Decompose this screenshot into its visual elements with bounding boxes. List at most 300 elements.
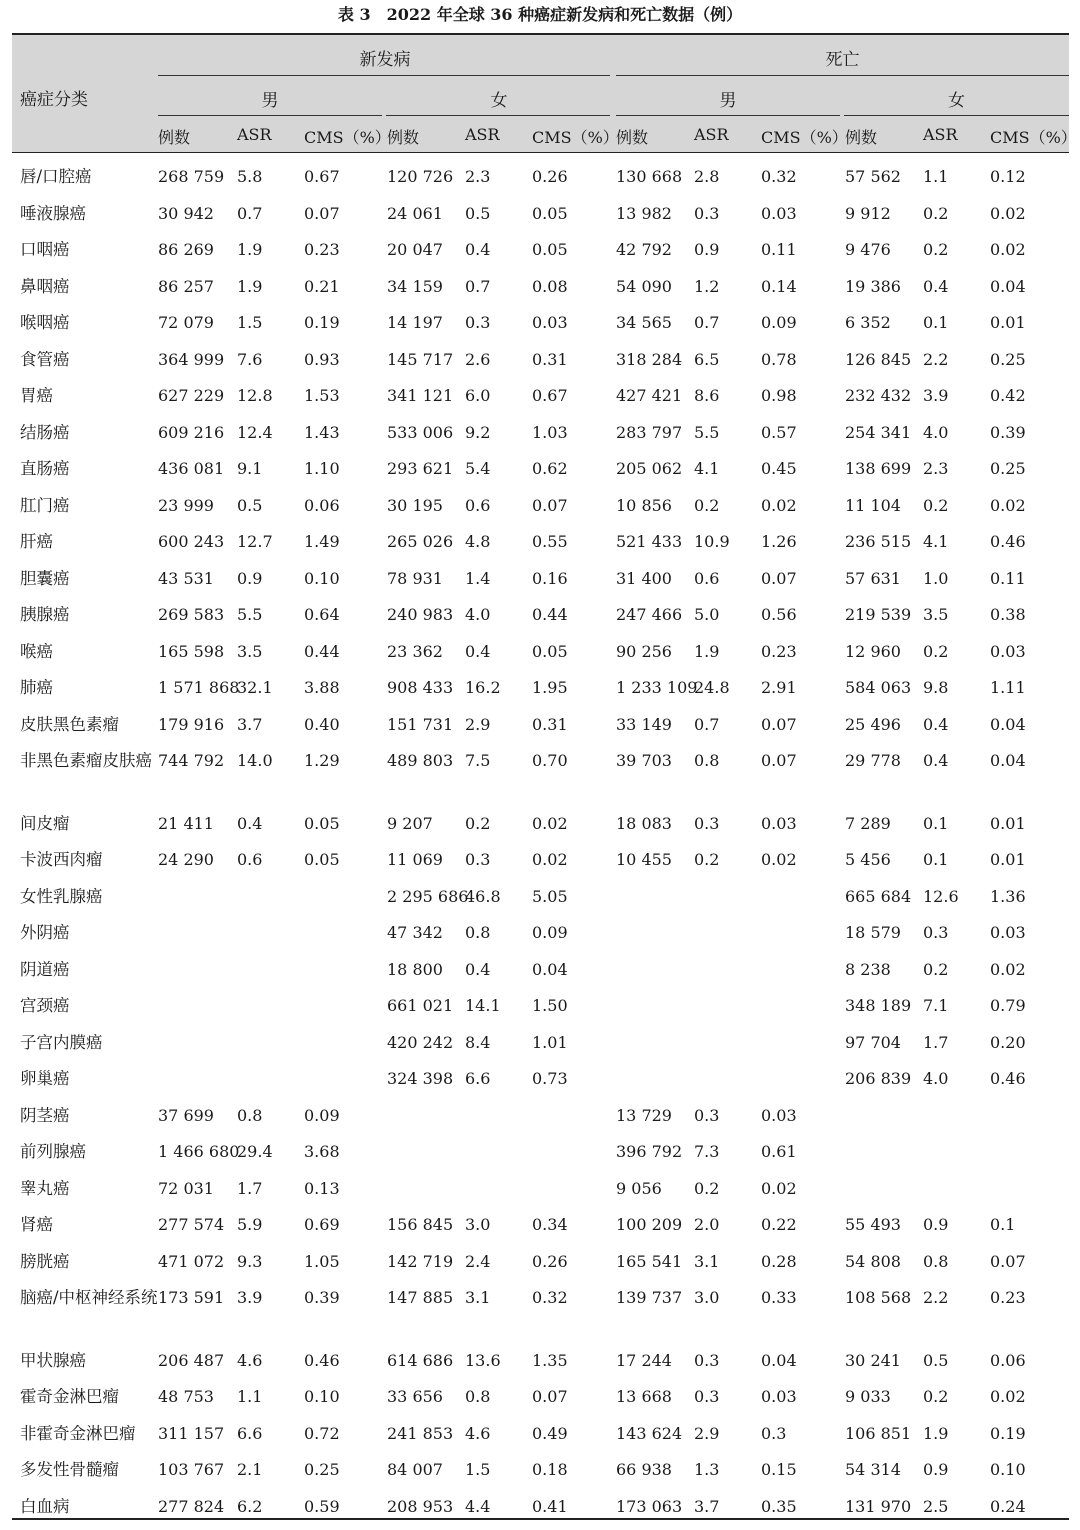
table-cell: 0.04 <box>990 276 1026 296</box>
table-cell: 4.0 <box>465 605 491 624</box>
table-cell: 0.23 <box>761 641 797 661</box>
table-cell: 0.07 <box>990 1251 1026 1271</box>
table-cell: 0.23 <box>990 1288 1026 1307</box>
table-cell: 0.02 <box>532 813 568 833</box>
table-cell: 0.42 <box>990 386 1026 405</box>
table-cell: 293 621 <box>387 459 454 478</box>
table-cell: 1.5 <box>237 313 263 332</box>
row-label: 多发性骨髓瘤 <box>20 1460 119 1479</box>
table-cell: 0.7 <box>694 714 720 734</box>
row-label: 子宫内膜癌 <box>20 1032 103 1052</box>
table-cell: 0.67 <box>532 386 568 405</box>
table-cell: 3.0 <box>465 1215 491 1234</box>
table-cell: 2.3 <box>923 459 949 478</box>
table-cell: 0.02 <box>990 240 1026 259</box>
table-cell: 0.07 <box>532 1387 568 1406</box>
table-cell: 21 411 <box>158 813 214 833</box>
table-cell: 0.26 <box>532 167 568 186</box>
table-cell: 145 717 <box>387 349 454 369</box>
table-row <box>12 155 1069 191</box>
table-cell: 1.50 <box>532 996 568 1015</box>
col-cms: CMS（%） <box>532 128 619 147</box>
table-cell: 6.6 <box>465 1069 491 1088</box>
table-cell: 0.73 <box>532 1069 568 1088</box>
table-cell: 34 565 <box>616 313 672 332</box>
table-cell: 665 684 <box>845 886 912 906</box>
col-count: 例数 <box>387 128 420 147</box>
row-label: 卡波西肉瘤 <box>20 850 103 869</box>
table-cell: 0.10 <box>990 1460 1026 1479</box>
table-cell: 205 062 <box>616 459 683 478</box>
table-cell: 364 999 <box>158 349 225 369</box>
table-cell: 0.09 <box>761 313 797 332</box>
table-cell: 32.1 <box>237 678 273 697</box>
table-cell: 0.18 <box>532 1460 568 1479</box>
table-cell: 0.01 <box>990 313 1026 332</box>
table-cell: 0.04 <box>990 714 1026 734</box>
table-cell: 12.7 <box>237 532 273 551</box>
table-cell: 0.02 <box>990 959 1026 979</box>
table-row <box>12 374 1069 410</box>
header-sex-incidence-male: 男 <box>261 91 279 111</box>
row-label: 肛门癌 <box>20 495 70 515</box>
row-label: 唾液腺癌 <box>20 203 86 223</box>
table-cell: 6 352 <box>845 313 891 332</box>
table-cell: 0.2 <box>694 495 720 515</box>
table-cell: 1.43 <box>304 422 340 442</box>
table-cell: 0.1 <box>990 1215 1016 1234</box>
table-row <box>12 484 1069 520</box>
table-cell: 86 257 <box>158 276 214 296</box>
table-cell: 0.4 <box>923 714 949 734</box>
table-cell: 0.03 <box>532 313 568 332</box>
table-cell: 1.7 <box>923 1032 949 1052</box>
table-cell: 0.32 <box>761 167 797 186</box>
table-cell: 1.49 <box>304 532 340 551</box>
table-row <box>12 1167 1069 1203</box>
table-cell: 1 571 868 <box>158 678 240 697</box>
table-cell: 471 072 <box>158 1251 225 1271</box>
table-cell: 0.16 <box>532 568 568 588</box>
table-cell: 57 562 <box>845 167 901 186</box>
table-cell: 33 149 <box>616 714 672 734</box>
table-cell: 14.0 <box>237 751 273 770</box>
table-row <box>12 1057 1069 1093</box>
table-cell: 3.0 <box>694 1288 720 1307</box>
table-row <box>12 192 1069 228</box>
table-cell: 0.70 <box>532 751 568 770</box>
table-cell: 0.3 <box>694 1350 720 1370</box>
table-cell: 0.4 <box>465 641 491 661</box>
table-cell: 10 856 <box>616 495 672 515</box>
table-row <box>12 666 1069 702</box>
table-cell: 6.5 <box>694 349 720 369</box>
row-label: 肾癌 <box>20 1215 53 1234</box>
table-cell: 19 386 <box>845 276 901 296</box>
row-label: 外阴癌 <box>20 923 70 942</box>
table-cell: 13.6 <box>465 1350 501 1370</box>
table-cell: 34 159 <box>387 276 443 296</box>
table-cell: 0.2 <box>694 850 720 869</box>
table-cell: 54 090 <box>616 276 672 296</box>
table-cell: 269 583 <box>158 605 225 624</box>
table-cell: 0.26 <box>532 1251 568 1271</box>
table-cell: 2.1 <box>237 1460 263 1479</box>
table-cell: 0.7 <box>237 203 263 223</box>
table-cell: 0.10 <box>304 1387 340 1406</box>
table-cell: 130 668 <box>616 167 683 186</box>
table-row <box>12 265 1069 301</box>
table-cell: 0.09 <box>304 1105 340 1125</box>
table-cell: 0.19 <box>304 313 340 332</box>
table-cell: 232 432 <box>845 386 912 405</box>
table-cell: 12.6 <box>923 886 959 906</box>
table-cell: 5.8 <box>237 167 263 186</box>
table-caption: 表 3 2022 年全球 36 种癌症新发病和死亡数据（例） <box>337 5 743 24</box>
row-label: 喉咽癌 <box>20 313 70 332</box>
header-group-incidence: 新发病 <box>359 50 411 70</box>
table-cell: 744 792 <box>158 751 225 770</box>
table-cell: 103 767 <box>158 1460 225 1479</box>
table-cell: 6.0 <box>465 386 491 405</box>
table-cell: 1.4 <box>465 568 491 588</box>
header-sex-death-male: 男 <box>719 91 737 111</box>
table-cell: 0.07 <box>761 714 797 734</box>
col-count: 例数 <box>616 128 649 147</box>
table-cell: 0.2 <box>923 641 949 661</box>
table-cell: 165 541 <box>616 1251 683 1271</box>
row-label: 前列腺癌 <box>20 1142 86 1161</box>
table-cell: 0.02 <box>990 203 1026 223</box>
table-cell: 0.02 <box>532 850 568 869</box>
row-label: 白血病 <box>20 1496 70 1516</box>
table-cell: 283 797 <box>616 422 683 442</box>
table-cell: 1.9 <box>923 1423 949 1443</box>
table-cell: 268 759 <box>158 167 225 186</box>
table-cell: 0.14 <box>761 276 797 296</box>
table-cell: 0.2 <box>923 1387 949 1406</box>
table-cell: 0.13 <box>304 1178 340 1198</box>
table-cell: 0.05 <box>304 850 340 869</box>
table-cell: 533 006 <box>387 422 454 442</box>
table-cell: 584 063 <box>845 678 912 697</box>
table-cell: 241 853 <box>387 1423 454 1443</box>
table-cell: 139 737 <box>616 1288 683 1307</box>
table-cell: 1.9 <box>237 276 263 296</box>
row-label: 间皮瘤 <box>20 813 70 833</box>
table-cell: 0.72 <box>304 1423 340 1443</box>
row-label: 卵巢癌 <box>20 1069 70 1088</box>
table-cell: 66 938 <box>616 1460 672 1479</box>
table-cell: 0.62 <box>532 459 568 478</box>
table-cell: 0.12 <box>990 167 1026 186</box>
table-cell: 0.23 <box>304 240 340 259</box>
header-sex-death-female: 女 <box>948 91 965 111</box>
table-cell: 0.04 <box>990 751 1026 770</box>
table-cell: 143 624 <box>616 1423 683 1443</box>
table-cell: 0.64 <box>304 605 340 624</box>
row-label: 胆囊癌 <box>20 568 70 588</box>
table-cell: 0.20 <box>990 1032 1026 1052</box>
table-cell: 6.6 <box>237 1423 263 1443</box>
table-cell: 1.05 <box>304 1251 340 1271</box>
table-cell: 0.7 <box>694 313 720 332</box>
col-asr: ASR <box>694 125 729 144</box>
table-cell: 1.95 <box>532 678 568 697</box>
table-cell: 0.4 <box>923 751 949 770</box>
table-cell: 8.4 <box>465 1032 491 1052</box>
table-cell: 72 079 <box>158 313 214 332</box>
row-label: 非黑色素瘤皮肤癌 <box>20 751 152 770</box>
table-row <box>12 802 1069 838</box>
table-cell: 18 083 <box>616 813 672 833</box>
table-cell: 908 433 <box>387 678 454 697</box>
table-cell: 0.98 <box>761 386 797 405</box>
table-cell: 131 970 <box>845 1496 912 1516</box>
table-cell: 55 493 <box>845 1215 901 1234</box>
table-cell: 156 845 <box>387 1215 454 1234</box>
table-cell: 2.2 <box>923 1288 949 1307</box>
table-cell: 57 631 <box>845 568 901 588</box>
table-row <box>12 1203 1069 1239</box>
table-cell: 5.0 <box>694 605 720 624</box>
table-cell: 0.69 <box>304 1215 340 1234</box>
table-cell: 265 026 <box>387 532 454 551</box>
table-cell: 0.9 <box>923 1215 949 1234</box>
table-cell: 0.46 <box>304 1350 340 1370</box>
table-cell: 0.4 <box>465 959 491 979</box>
row-label: 胰腺癌 <box>20 605 70 624</box>
col-asr: ASR <box>237 125 272 144</box>
table-cell: 30 241 <box>845 1350 901 1370</box>
table-cell: 2.8 <box>694 167 720 186</box>
table-cell: 106 851 <box>845 1423 912 1443</box>
table-cell: 0.8 <box>923 1251 949 1271</box>
table-cell: 7.6 <box>237 349 263 369</box>
table-cell: 2.4 <box>465 1251 491 1271</box>
table-cell: 2 295 686 <box>387 886 469 906</box>
table-cell: 9 056 <box>616 1178 662 1198</box>
table-cell: 277 824 <box>158 1496 225 1516</box>
table-row <box>12 228 1069 264</box>
table-cell: 4.0 <box>923 422 949 442</box>
table-cell: 0.93 <box>304 349 340 369</box>
table-cell: 0.45 <box>761 459 797 478</box>
table-cell: 311 157 <box>158 1423 225 1443</box>
table-cell: 1.3 <box>694 1460 720 1479</box>
table-cell: 0.24 <box>990 1496 1026 1516</box>
table-cell: 0.34 <box>532 1215 568 1234</box>
table-cell: 318 284 <box>616 349 683 369</box>
table-cell: 86 269 <box>158 240 214 259</box>
table-cell: 0.07 <box>761 751 797 770</box>
row-label: 脑癌/中枢神经系统 <box>20 1288 158 1307</box>
table-cell: 12.4 <box>237 422 273 442</box>
table-cell: 3.9 <box>237 1288 263 1307</box>
table-cell: 0.46 <box>990 1069 1026 1088</box>
table-cell: 0.56 <box>761 605 797 624</box>
row-label: 宫颈癌 <box>20 996 70 1015</box>
table-cell: 240 983 <box>387 605 454 624</box>
table-cell: 6.2 <box>237 1496 263 1516</box>
table-cell: 11 069 <box>387 850 443 869</box>
header-group-death: 死亡 <box>825 50 860 70</box>
table-cell: 0.03 <box>761 1105 797 1125</box>
table-cell: 31 400 <box>616 568 672 588</box>
table-cell: 0.78 <box>761 349 797 369</box>
table-cell: 23 999 <box>158 495 214 515</box>
table-cell: 0.3 <box>761 1423 787 1443</box>
table-row <box>12 1339 1069 1375</box>
table-cell: 0.3 <box>694 203 720 223</box>
table-cell: 14 197 <box>387 313 443 332</box>
table-cell: 2.5 <box>923 1496 949 1516</box>
table-row <box>12 948 1069 984</box>
table-cell: 208 953 <box>387 1496 454 1516</box>
table-cell: 7 289 <box>845 813 891 833</box>
table-cell: 2.2 <box>923 349 949 369</box>
table-cell: 0.03 <box>761 813 797 833</box>
table-cell: 0.67 <box>304 167 340 186</box>
table-cell: 0.04 <box>532 959 568 979</box>
table-cell: 39 703 <box>616 751 672 770</box>
table-cell: 0.04 <box>761 1350 797 1370</box>
table-cell: 108 568 <box>845 1288 912 1307</box>
table-row <box>12 301 1069 337</box>
table-cell: 3.5 <box>237 641 263 661</box>
table-cell: 100 209 <box>616 1215 683 1234</box>
table-cell: 0.31 <box>532 714 568 734</box>
table-cell: 0.03 <box>990 923 1026 942</box>
table-row <box>12 1130 1069 1166</box>
table-cell: 1 466 680 <box>158 1142 240 1161</box>
table-cell: 0.2 <box>923 203 949 223</box>
table-cell: 20 047 <box>387 240 443 259</box>
row-label: 霍奇金淋巴瘤 <box>20 1387 119 1406</box>
table-cell: 0.05 <box>532 240 568 259</box>
table-row <box>12 1094 1069 1130</box>
table-cell: 1.2 <box>694 276 720 296</box>
table-cell: 609 216 <box>158 422 225 442</box>
row-label: 喉癌 <box>20 641 53 661</box>
col-count: 例数 <box>158 128 191 147</box>
table-cell: 0.9 <box>694 240 720 259</box>
row-label: 肺癌 <box>20 678 53 697</box>
table-row <box>12 1240 1069 1276</box>
table-cell: 2.0 <box>694 1215 720 1234</box>
table-cell: 78 931 <box>387 568 443 588</box>
table-cell: 0.03 <box>761 203 797 223</box>
table-cell: 1.53 <box>304 386 340 405</box>
table-cell: 12 960 <box>845 641 901 661</box>
table-cell: 147 885 <box>387 1288 454 1307</box>
table-cell: 0.21 <box>304 276 340 296</box>
table-cell: 0.6 <box>465 495 491 515</box>
table-cell: 0.15 <box>761 1460 797 1479</box>
table-cell: 0.5 <box>923 1350 949 1370</box>
cancer-table <box>12 33 1077 1520</box>
table-cell: 3.88 <box>304 678 340 697</box>
table-cell: 0.01 <box>990 850 1026 869</box>
table-cell: 1.29 <box>304 751 340 770</box>
table-cell: 0.46 <box>990 532 1026 551</box>
table-cell: 521 433 <box>616 532 683 551</box>
row-label: 唇/口腔癌 <box>20 167 92 186</box>
row-label: 口咽癌 <box>20 240 70 259</box>
table-cell: 24 290 <box>158 850 214 869</box>
table-cell: 0.2 <box>923 240 949 259</box>
table-cell: 1 233 109 <box>616 678 698 697</box>
table-cell: 436 081 <box>158 459 225 478</box>
table-cell: 2.3 <box>465 167 491 186</box>
table-cell: 24.8 <box>694 678 730 697</box>
table-row <box>12 875 1069 911</box>
table-cell: 23 362 <box>387 641 443 661</box>
table-cell: 42 792 <box>616 240 672 259</box>
table-cell: 9.2 <box>465 422 491 442</box>
table-cell: 0.19 <box>990 1423 1026 1443</box>
table-cell: 0.25 <box>304 1460 340 1479</box>
table-cell: 9 476 <box>845 240 891 259</box>
table-cell: 0.9 <box>923 1460 949 1479</box>
table-cell: 0.3 <box>694 1387 720 1406</box>
table-cell: 48 753 <box>158 1387 214 1406</box>
table-cell: 120 726 <box>387 167 454 186</box>
table-cell: 0.41 <box>532 1496 568 1516</box>
table-cell: 18 800 <box>387 959 443 979</box>
table-cell: 16.2 <box>465 678 501 697</box>
table-cell: 0.11 <box>990 568 1026 588</box>
table-cell: 0.06 <box>304 495 340 515</box>
table-cell: 10.9 <box>694 532 730 551</box>
table-cell: 341 121 <box>387 386 454 405</box>
table-cell: 142 719 <box>387 1251 454 1271</box>
table-cell: 396 792 <box>616 1142 683 1161</box>
table-row <box>12 739 1069 799</box>
table-cell: 0.31 <box>532 349 568 369</box>
row-label: 阴道癌 <box>20 959 70 979</box>
table-cell: 0.8 <box>465 1387 491 1406</box>
col-cms: CMS（%） <box>990 128 1077 147</box>
table-cell: 37 699 <box>158 1105 214 1125</box>
table-cell: 0.25 <box>990 459 1026 478</box>
table-cell: 43 531 <box>158 568 214 588</box>
table-cell: 0.1 <box>923 813 949 833</box>
table-cell: 179 916 <box>158 714 225 734</box>
table-cell: 661 021 <box>387 996 454 1015</box>
table-cell: 0.02 <box>761 495 797 515</box>
table-cell: 0.3 <box>694 1105 720 1125</box>
row-label: 皮肤黑色素瘤 <box>20 714 119 734</box>
table-cell: 3.5 <box>923 605 949 624</box>
table-cell: 17 244 <box>616 1350 672 1370</box>
table-cell: 0.44 <box>304 641 340 661</box>
table-cell: 11 104 <box>845 495 901 515</box>
table-cell: 3.7 <box>237 714 263 734</box>
table-cell: 627 229 <box>158 386 225 405</box>
table-cell: 8 238 <box>845 959 891 979</box>
table-cell: 13 668 <box>616 1387 672 1406</box>
header-corner: 癌症分类 <box>20 90 88 110</box>
table-cell: 5 456 <box>845 850 891 869</box>
table-cell: 1.03 <box>532 422 568 442</box>
table-cell: 9 207 <box>387 813 433 833</box>
table-row <box>12 1021 1069 1057</box>
table-cell: 0.9 <box>237 568 263 588</box>
table-row <box>12 984 1069 1020</box>
table-cell: 30 195 <box>387 495 443 515</box>
table-cell: 0.44 <box>532 605 568 624</box>
